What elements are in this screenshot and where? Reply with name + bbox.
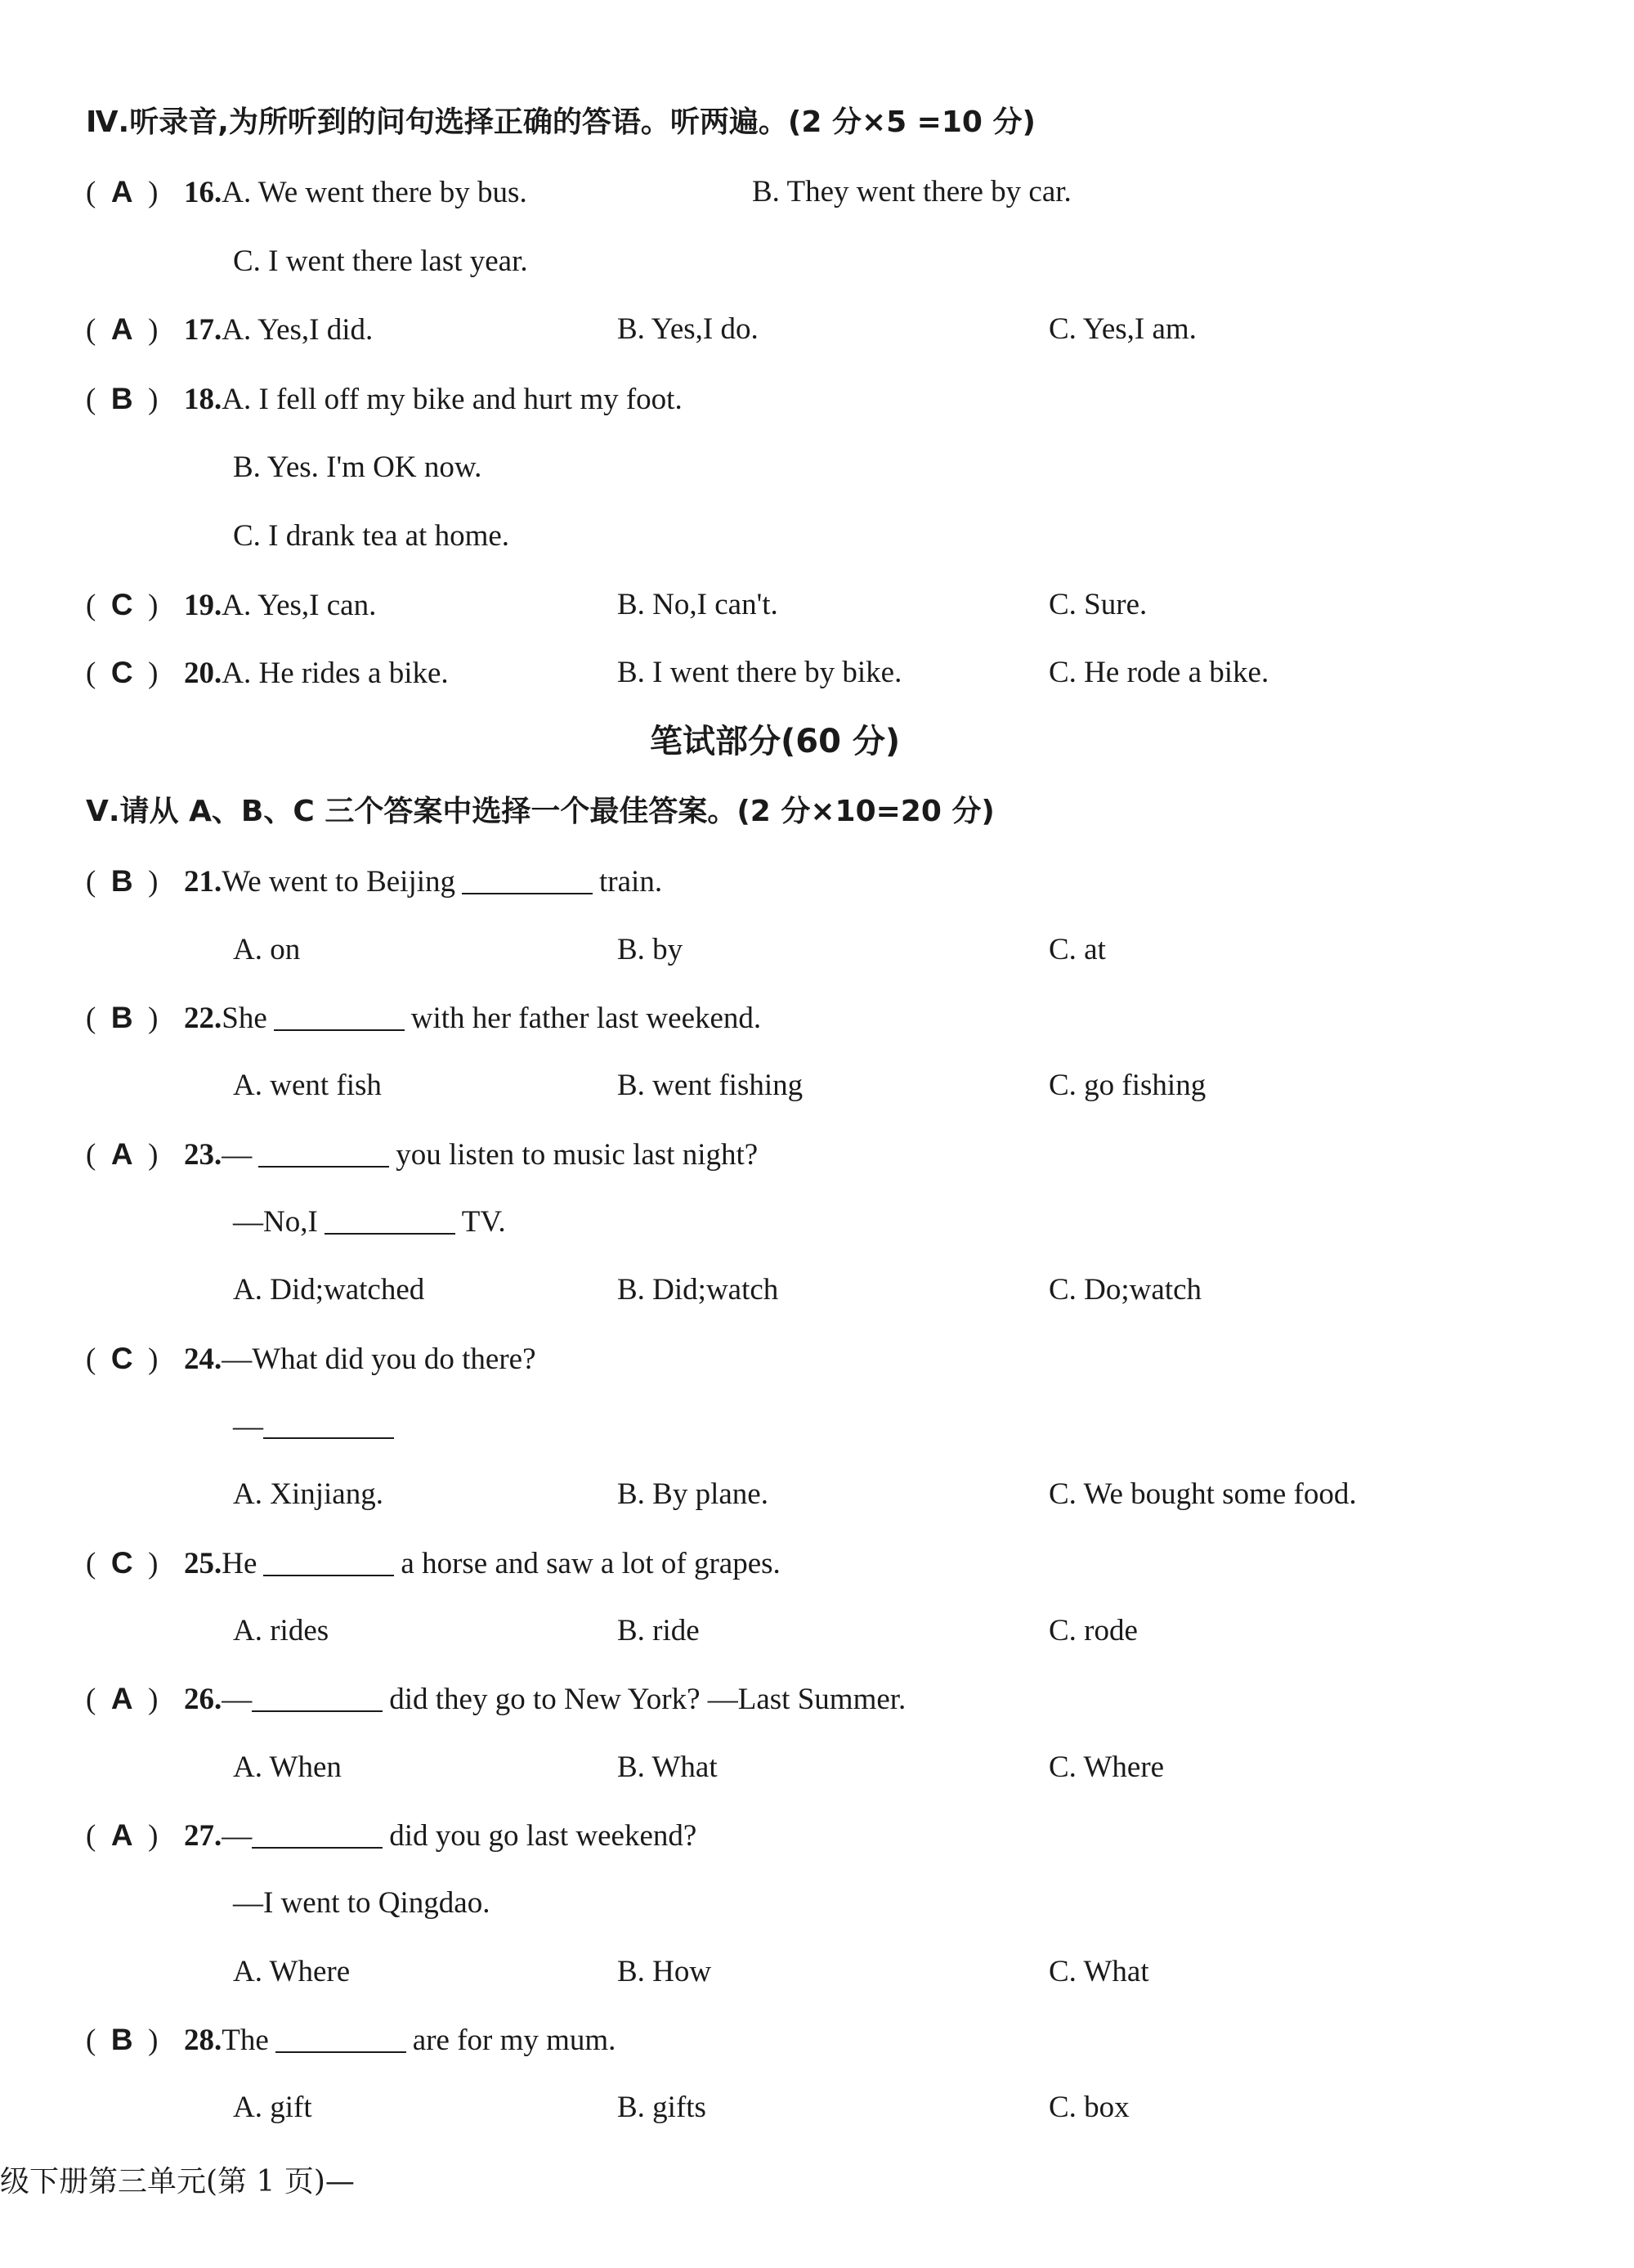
question-20	[86, 652, 449, 694]
question-stem-end: a horse and saw a lot of grapes.	[401, 1547, 781, 1580]
question-28	[86, 2019, 616, 2061]
question-19	[86, 585, 376, 626]
option-a: A. Xinjiang.	[233, 1477, 383, 1511]
answer-20: C	[110, 656, 133, 689]
answer-bracket: ( B )	[86, 2023, 159, 2057]
question-stem: He	[222, 1547, 257, 1580]
option-b: B. by	[617, 933, 683, 966]
option-c: C. Where	[1049, 1750, 1165, 1784]
answer-bracket: ( C )	[86, 656, 159, 690]
answer-21: B	[110, 864, 133, 898]
question-24-line-2	[233, 1406, 401, 1447]
answer-bracket: ( A )	[86, 1137, 159, 1172]
option-c: C. I drank tea at home.	[233, 519, 510, 553]
option-b: B. They went there by car.	[752, 175, 1072, 208]
question-stem-end: you listen to music last night?	[396, 1138, 759, 1172]
question-21	[86, 861, 662, 903]
option-b: B. What	[617, 1750, 718, 1784]
question-24	[86, 1338, 536, 1380]
answer-bracket: ( B )	[86, 864, 159, 899]
option-b: B. gifts	[617, 2091, 706, 2124]
option-c: C. He rode a bike.	[1049, 656, 1269, 689]
section-4-title: Ⅳ.听录音,为所听到的问句选择正确的答语。听两遍。(2 分×5 =10 分)	[86, 105, 1036, 139]
option-a: A. He rides a bike.	[222, 657, 449, 690]
reply-start: —No,I	[233, 1205, 318, 1239]
answer-blank	[462, 868, 593, 894]
question-stem: The	[222, 2024, 269, 2057]
option-a: A. I fell off my bike and hurt my foot.	[222, 383, 683, 416]
answer-27: A	[110, 1818, 133, 1852]
option-b: B. How	[617, 1955, 712, 1988]
option-a: A. Where	[233, 1955, 351, 1988]
answer-blank	[252, 1686, 383, 1712]
answer-18: B	[110, 382, 133, 415]
question-number: 25.	[184, 1547, 222, 1580]
option-c: C. Yes,I am.	[1049, 312, 1197, 346]
question-18	[86, 379, 683, 420]
answer-blank	[274, 1005, 405, 1031]
option-a: A. on	[233, 933, 301, 966]
option-a: A. gift	[233, 2091, 312, 2124]
option-c: C. We bought some food.	[1049, 1477, 1357, 1511]
question-27-line-2: —I went to Qingdao.	[233, 1886, 490, 1920]
question-number: 23.	[184, 1138, 222, 1172]
section-5-title: Ⅴ.请从 A、B、C 三个答案中选择一个最佳答案。(2 分×10=20 分)	[86, 795, 995, 828]
answer-28: B	[110, 2023, 133, 2056]
answer-blank	[263, 1413, 394, 1439]
reply-end: TV.	[461, 1205, 506, 1239]
option-b: B. Yes. I'm OK now.	[233, 450, 482, 484]
option-a: A. Yes,I can.	[222, 589, 377, 622]
question-number: 17.	[184, 313, 222, 347]
option-c: C. rode	[1049, 1614, 1138, 1647]
question-stem: —	[222, 1819, 253, 1853]
question-stem: We went to Beijing	[222, 865, 456, 899]
option-a: A. When	[233, 1750, 342, 1784]
option-c: C. What	[1049, 1955, 1149, 1988]
question-number: 27.	[184, 1819, 222, 1853]
question-stem: —	[222, 1138, 253, 1172]
option-c: C. Do;watch	[1049, 1273, 1202, 1307]
answer-blank	[252, 1822, 383, 1849]
option-a: A. rides	[233, 1614, 329, 1647]
answer-bracket: ( B )	[86, 1001, 159, 1035]
answer-bracket: ( C )	[86, 1342, 159, 1376]
option-c: C. I went there last year.	[233, 244, 528, 278]
option-a: A. We went there by bus.	[222, 176, 527, 209]
option-c: C. go fishing	[1049, 1069, 1206, 1102]
answer-blank	[275, 2027, 406, 2053]
answer-bracket: ( A )	[86, 1682, 159, 1716]
question-number: 24.	[184, 1342, 222, 1376]
written-part-title: 笔试部分(60 分)	[650, 723, 901, 760]
question-17	[86, 309, 373, 351]
page-footer: 级下册第三单元(第 1 页)—	[0, 2165, 355, 2199]
option-b: B. No,I can't.	[617, 588, 778, 621]
answer-blank	[325, 1208, 455, 1235]
question-16	[86, 172, 527, 213]
question-number: 21.	[184, 865, 222, 899]
answer-22: B	[110, 1001, 133, 1034]
question-27	[86, 1815, 696, 1857]
answer-bracket: ( B )	[86, 382, 159, 416]
question-number: 22.	[184, 1002, 222, 1035]
answer-26: A	[110, 1682, 133, 1715]
question-number: 20.	[184, 657, 222, 690]
answer-16: A	[110, 175, 133, 208]
answer-blank	[263, 1550, 394, 1576]
option-a: A. went fish	[233, 1069, 382, 1102]
question-22	[86, 997, 761, 1039]
question-stem-end: are for my mum.	[412, 2024, 616, 2057]
answer-25: C	[110, 1546, 133, 1580]
option-a: A. Did;watched	[233, 1273, 425, 1307]
question-number: 16.	[184, 176, 222, 209]
question-number: 19.	[184, 589, 222, 622]
answer-24: C	[110, 1342, 133, 1375]
option-b: B. went fishing	[617, 1069, 804, 1102]
answer-17: A	[110, 312, 133, 346]
question-stem-end: did you go last weekend?	[389, 1819, 697, 1853]
reply-start: —	[233, 1410, 263, 1443]
question-25	[86, 1543, 781, 1584]
answer-blank	[258, 1141, 389, 1168]
option-c: C. at	[1049, 933, 1106, 966]
question-stem: —What did you do there?	[222, 1342, 536, 1376]
option-b: B. Yes,I do.	[617, 312, 759, 346]
option-b: B. I went there by bike.	[617, 656, 902, 689]
answer-19: C	[110, 588, 133, 621]
question-23	[86, 1134, 758, 1176]
question-stem-end: train.	[599, 865, 663, 899]
question-23-line-2	[233, 1202, 506, 1243]
answer-bracket: ( C )	[86, 1546, 159, 1580]
option-c: C. Sure.	[1049, 588, 1148, 621]
question-stem-end: with her father last weekend.	[410, 1002, 762, 1035]
answer-23: A	[110, 1137, 133, 1171]
question-stem: She	[222, 1002, 267, 1035]
option-b: B. By plane.	[617, 1477, 768, 1511]
option-b: B. ride	[617, 1614, 700, 1647]
question-26	[86, 1679, 906, 1720]
option-a: A. Yes,I did.	[222, 313, 374, 347]
answer-bracket: ( C )	[86, 588, 159, 622]
question-number: 28.	[184, 2024, 222, 2057]
question-stem: —	[222, 1683, 253, 1716]
question-stem-end: did they go to New York? —Last Summer.	[389, 1683, 907, 1716]
question-number: 18.	[184, 383, 222, 416]
question-number: 26.	[184, 1683, 222, 1716]
answer-bracket: ( A )	[86, 1818, 159, 1853]
option-c: C. box	[1049, 2091, 1130, 2124]
option-b: B. Did;watch	[617, 1273, 779, 1307]
answer-bracket: ( A )	[86, 175, 159, 209]
answer-bracket: ( A )	[86, 312, 159, 347]
